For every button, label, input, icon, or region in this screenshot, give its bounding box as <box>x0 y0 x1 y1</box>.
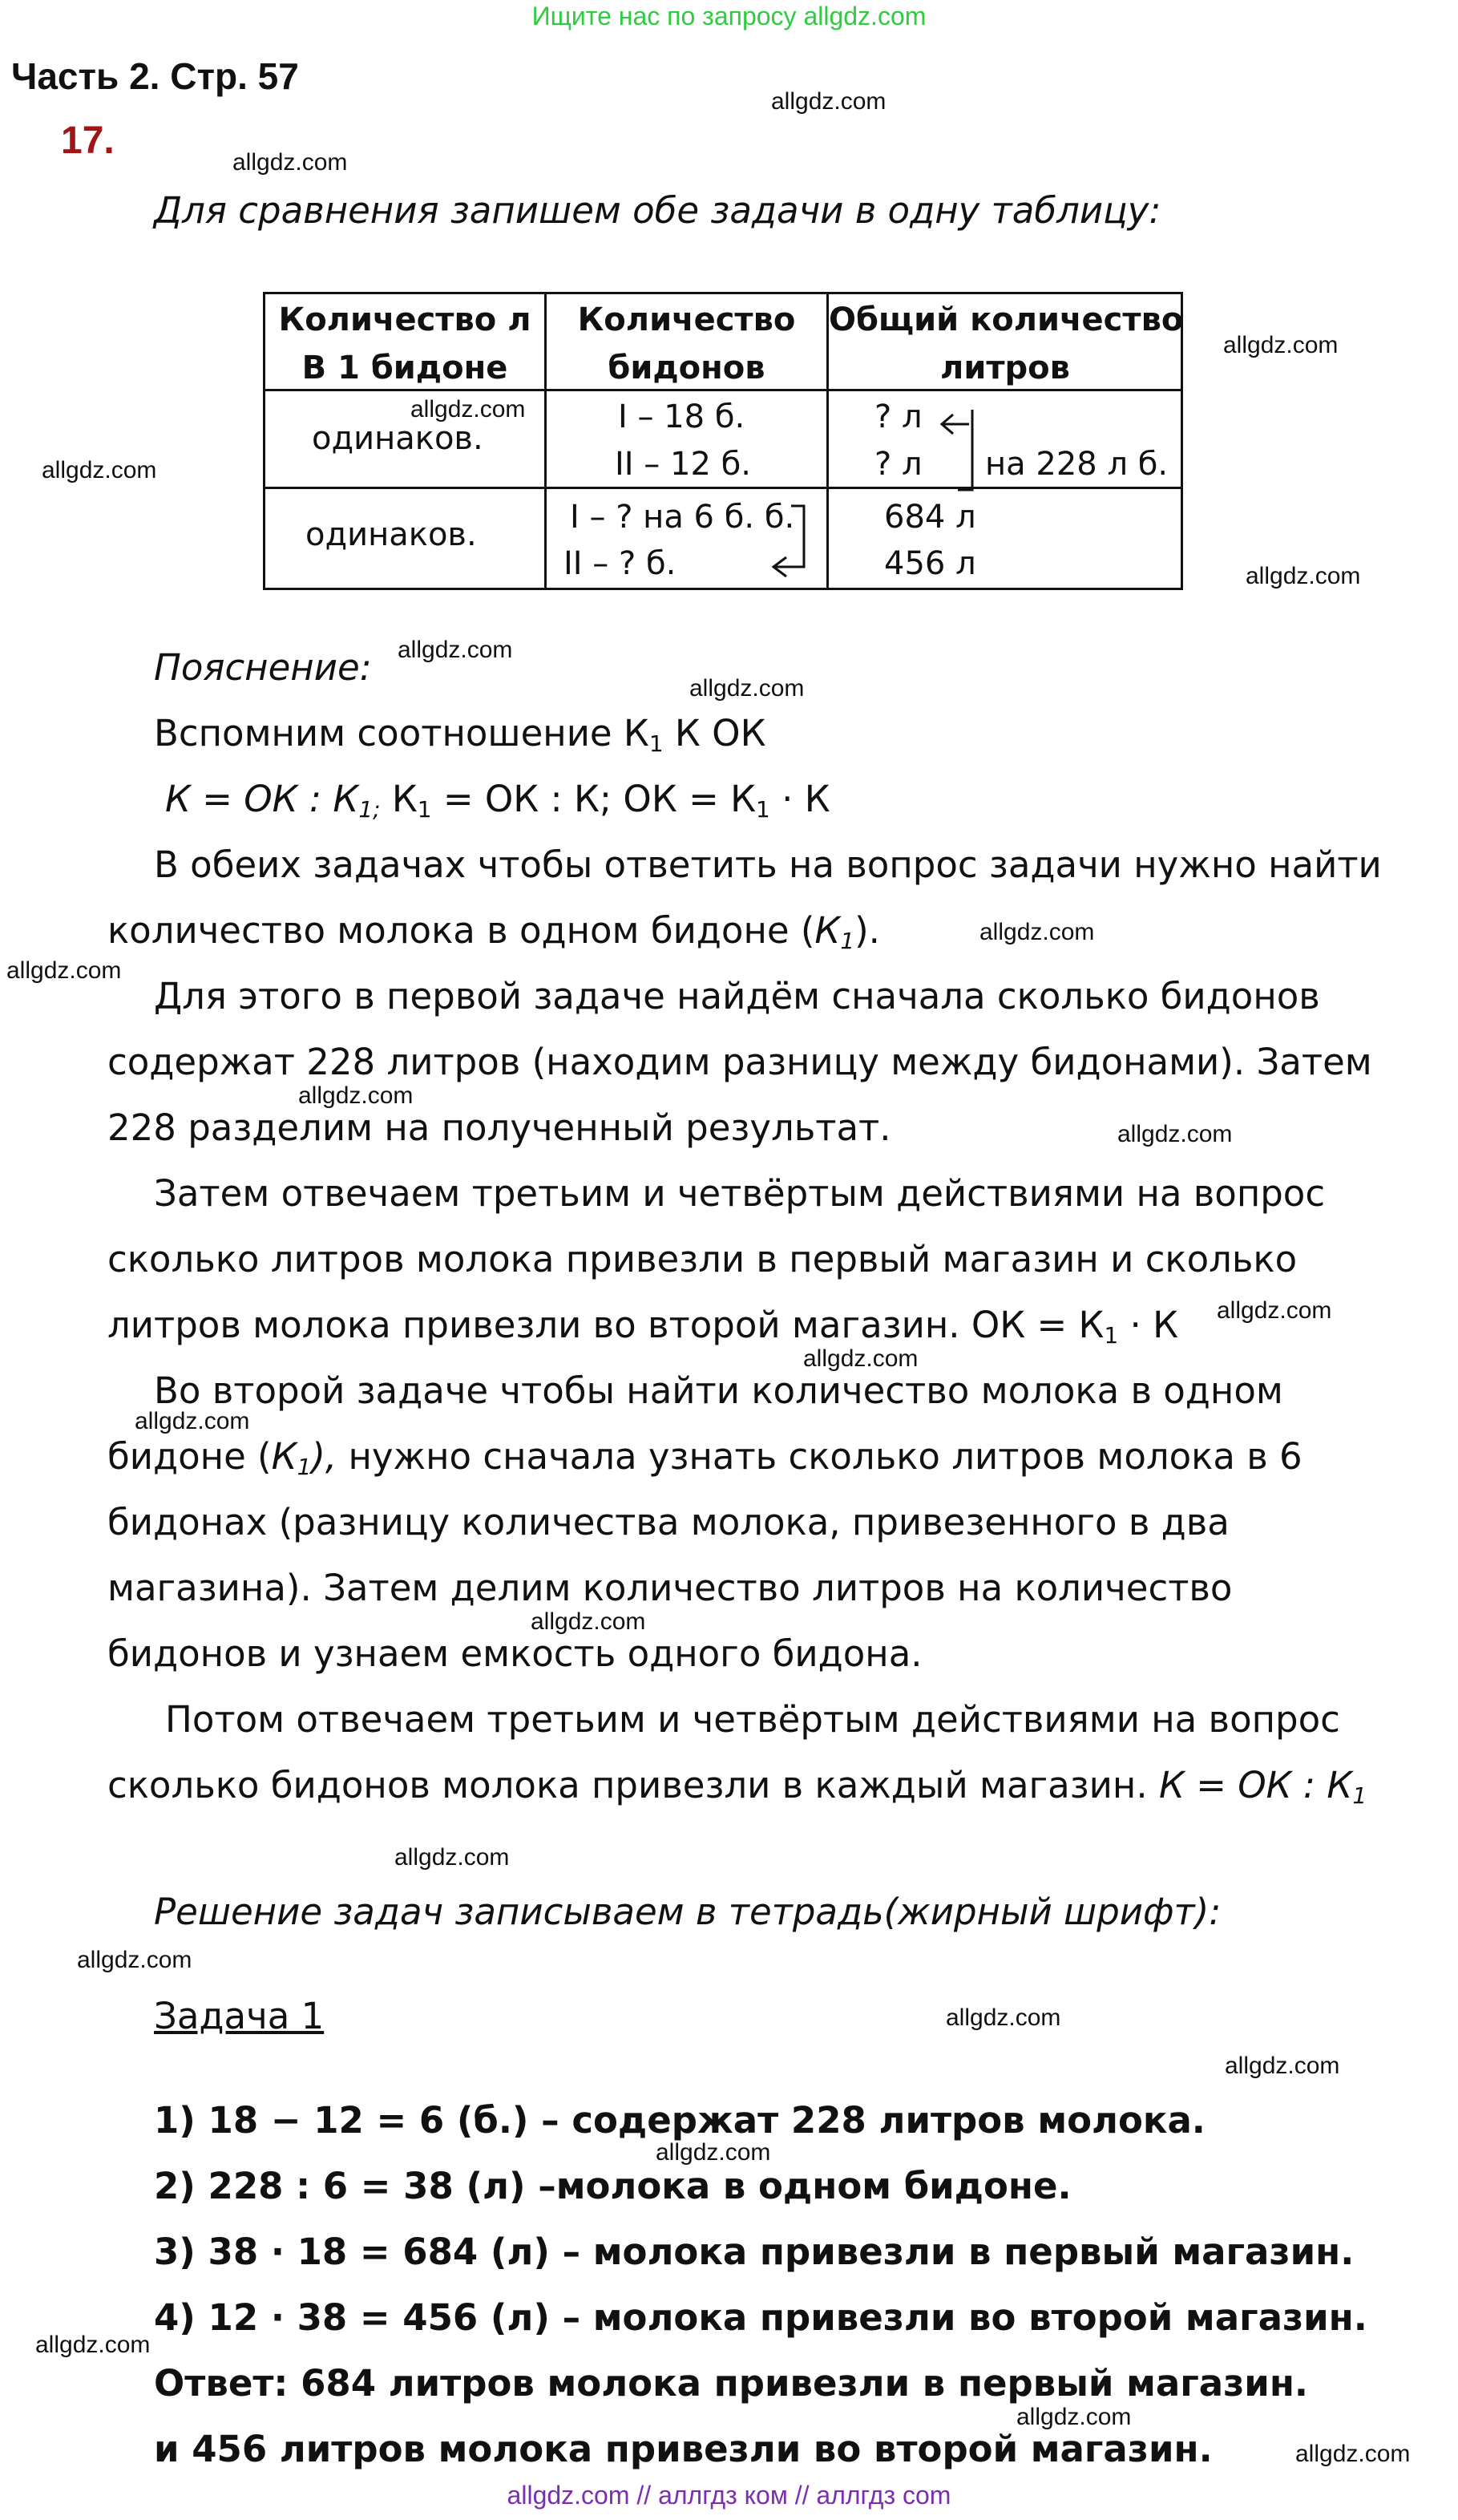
task-label: Задача 1 <box>154 1995 325 2037</box>
watermark-text: allgdz.com <box>1223 332 1339 358</box>
explanation-line: сколько бидонов молока привезли в каждый магазин. К = ОК : $К_1$ <box>107 1764 1367 1809</box>
header-cell-total: Общий количество литров <box>829 301 1184 386</box>
watermark-text: allgdz.com <box>803 1345 919 1372</box>
watermark-text: allgdz.com <box>946 2004 1061 2031</box>
explanation-line: бидоне $(К_1)$, нужно сначала узнать сколько литров молока в 6 <box>107 1435 1303 1480</box>
comparison-bracket-arrow-icon <box>937 407 982 496</box>
explanation-line: сколько литров молока привезли в первый магазин и сколько <box>107 1238 1298 1280</box>
watermark-text: allgdz.com <box>410 396 526 423</box>
watermark-text: allgdz.com <box>6 957 122 984</box>
row1-count-line1: I – 18 б. <box>618 398 745 435</box>
explanation-line: количество молока в одном бидоне $(К_1)$. <box>107 909 880 954</box>
header-cell-volume: Количество л В 1 бидоне <box>278 301 531 386</box>
header-cell-count: Количество бидонов <box>577 301 796 386</box>
watermark-text: allgdz.com <box>1016 2404 1132 2430</box>
row2-total-line2: 456 л <box>884 545 976 582</box>
watermark-text: allgdz.com <box>298 1082 414 1109</box>
watermark-text: allgdz.com <box>1217 1297 1332 1324</box>
row1-volume-cell: одинаков. <box>312 420 483 457</box>
watermark-text: allgdz.com <box>1295 2441 1411 2467</box>
row2-total-line1: 684 л <box>884 499 976 536</box>
row1-total-line1: ? л <box>874 398 923 435</box>
explanation-line: содержат 228 литров (находим разницу между бидонами). Затем <box>107 1041 1372 1083</box>
row2-volume-cell: одинаков. <box>305 516 477 553</box>
watermark-text: allgdz.com <box>42 457 157 483</box>
explanation-line: Во второй задаче чтобы найти количество молока в одном <box>154 1369 1283 1412</box>
footer-links[interactable]: allgdz.com // аллгдз ком // аллгдз com <box>507 2481 951 2510</box>
explanation-line: бидонах (разницу количества молока, привезенного в два <box>107 1501 1230 1543</box>
watermark-text: allgdz.com <box>689 675 805 702</box>
solution-step: 4) 12 · 38 = 456 (л) – молока привезли во второй магазин. <box>154 2296 1367 2339</box>
difference-bracket-arrow-icon <box>767 501 815 581</box>
row1-total-line2: ? л <box>874 446 923 483</box>
watermark-text: allgdz.com <box>35 2332 151 2358</box>
explanation-line: Затем отвечаем третьим и четвёртым действиями на вопрос <box>154 1172 1326 1215</box>
page-title: Часть 2. Стр. 57 <box>11 55 299 97</box>
explanation-line: магазина). Затем делим количество литров на количество <box>107 1567 1233 1609</box>
comparison-table <box>263 292 1183 590</box>
watermark-text: allgdz.com <box>232 149 348 176</box>
solution-step: 1) 18 − 12 = 6 (б.) – содержат 228 литров молока. <box>154 2099 1206 2142</box>
explanation-line: бидонов и узнаем емкость одного бидона. <box>107 1632 923 1675</box>
explanation-heading: Пояснение: <box>154 646 372 689</box>
watermark-text: allgdz.com <box>1246 563 1361 589</box>
watermark-text: allgdz.com <box>531 1608 646 1635</box>
watermark-text: allgdz.com <box>1225 2053 1340 2079</box>
task-number: 17. <box>61 119 115 162</box>
watermark-text: allgdz.com <box>77 1947 192 1973</box>
watermark-text: allgdz.com <box>135 1408 250 1434</box>
explanation-line: В обеих задачах чтобы ответить на вопрос задачи нужно найти <box>154 843 1382 886</box>
explanation-line: литров молока привезли во второй магазин. ОК = $К_1 \cdot К$ <box>107 1304 1179 1349</box>
answer-line: и 456 литров молока привезли во второй магазин. <box>154 2428 1213 2470</box>
top-banner-link[interactable]: Ищите нас по запросу allgdz.com <box>531 2 927 30</box>
explanation-line: Потом отвечаем третьим и четвёртым действиями на вопрос <box>165 1698 1340 1741</box>
watermark-text: allgdz.com <box>1117 1121 1233 1147</box>
watermark-text: allgdz.com <box>398 637 513 663</box>
row1-count-line2: II – 12 б. <box>615 446 752 483</box>
explanation-line: Вспомним соотношение $К_1$ К ОК <box>154 712 766 757</box>
solution-intro: Решение задач записываем в тетрадь(жирный шрифт): <box>154 1891 1222 1933</box>
intro-text: Для сравнения запишем обе задачи в одну таблицу: <box>154 189 1161 232</box>
row2-count-line1: I – ? на 6 б. б. <box>570 499 795 536</box>
watermark-text: allgdz.com <box>771 88 887 115</box>
watermark-text: allgdz.com <box>394 1844 510 1871</box>
watermark-text: allgdz.com <box>979 919 1095 945</box>
solution-step: 2) 228 : 6 = 38 (л) –молока в одном бидоне. <box>154 2165 1072 2207</box>
watermark-text: allgdz.com <box>656 2139 771 2166</box>
answer-line: Ответ: 684 литров молока привезли в первый магазин. <box>154 2362 1309 2405</box>
solution-step: 3) 38 · 18 = 684 (л) – молока привезли в первый магазин. <box>154 2231 1355 2273</box>
explanation-line: Для этого в первой задаче найдём сначала сколько бидонов <box>154 975 1320 1017</box>
row1-difference-note: на 228 л б. <box>985 446 1169 483</box>
row2-count-line2: II – ? б. <box>563 545 676 582</box>
formula-line: К = ОК : $К_{1;}$ $К_1$ = ОК : К; ОК = $К_1 \cdot К$ <box>165 778 830 823</box>
explanation-line: 228 разделим на полученный результат. <box>107 1106 891 1149</box>
